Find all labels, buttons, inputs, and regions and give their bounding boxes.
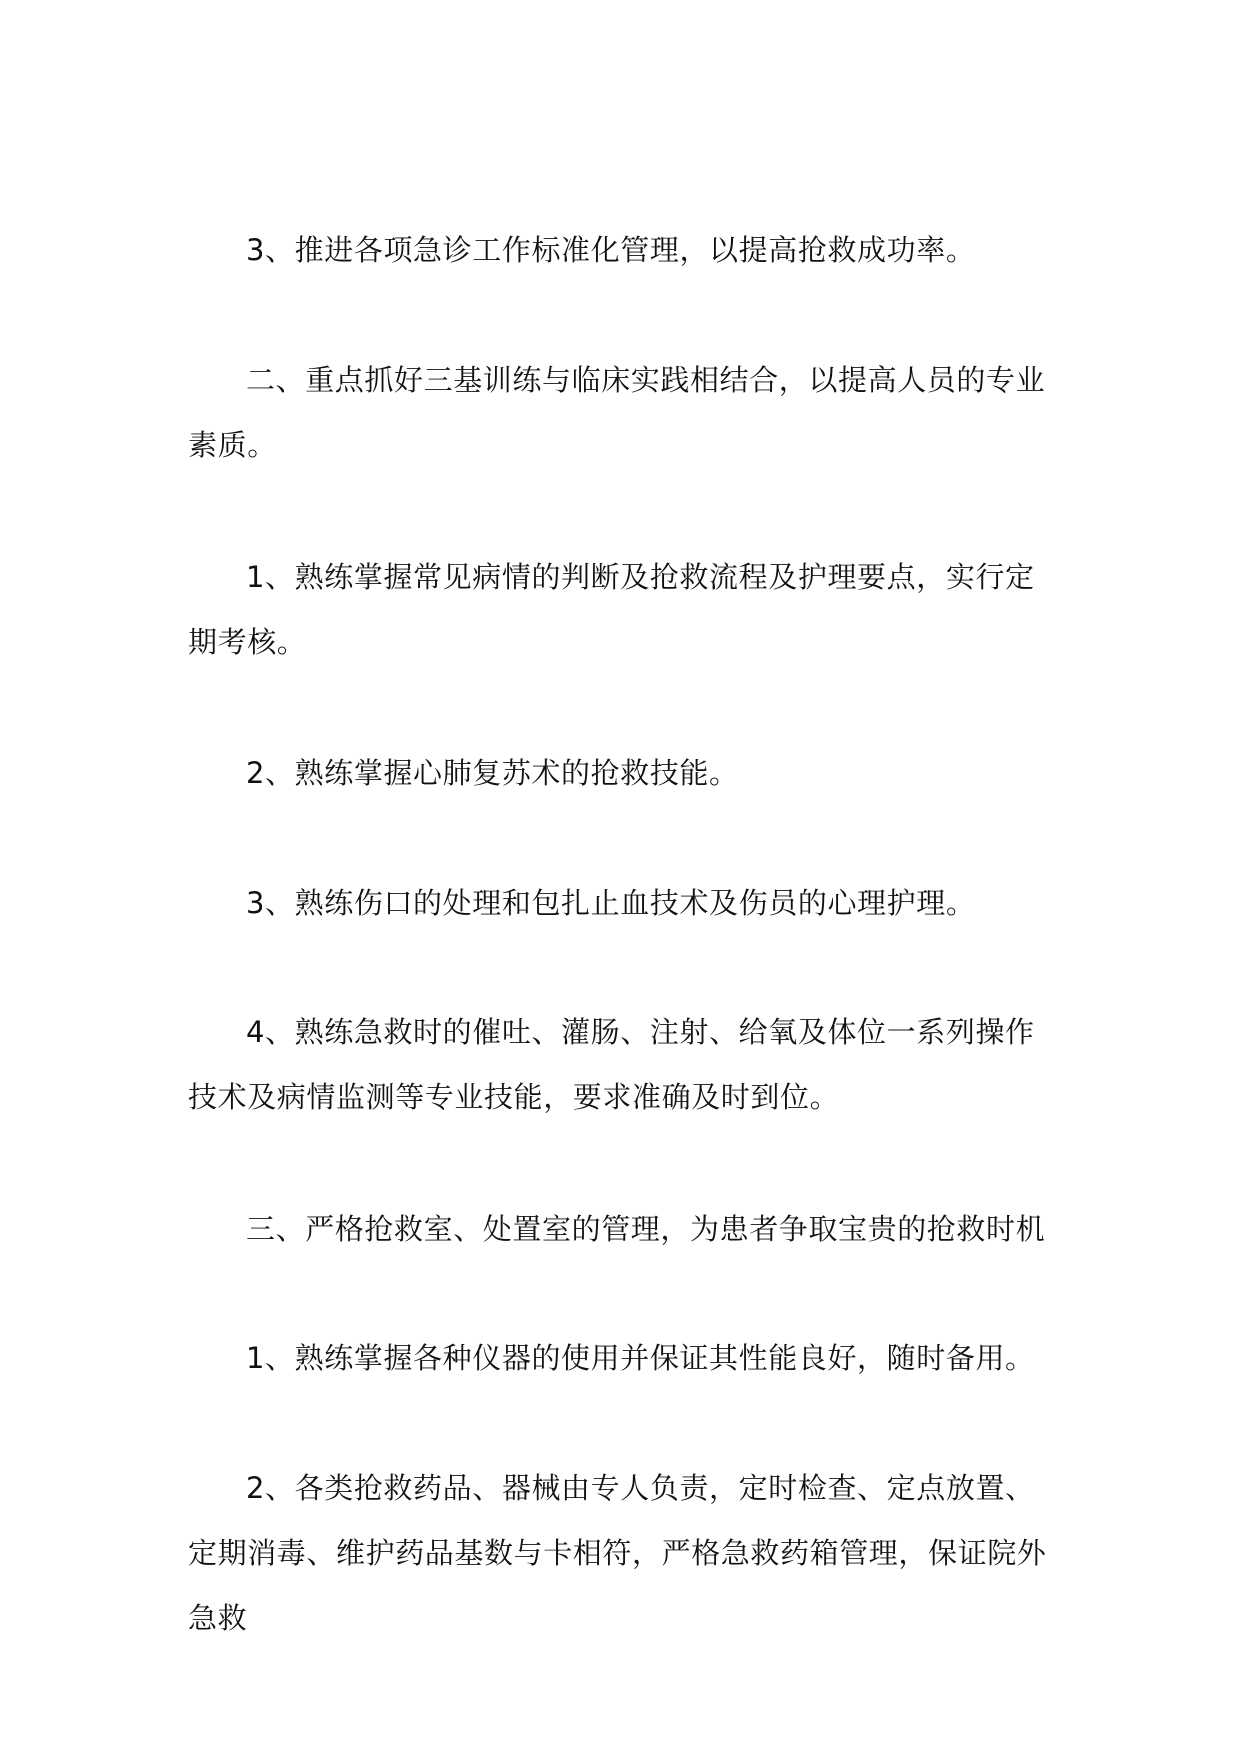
paragraph-item-4-procedures: 4、熟练急救时的催吐、灌肠、注射、给氧及体位一系列操作技术及病情监测等专业技能，要求准确及时到位。	[188, 1015, 1035, 1114]
paragraph-item-1-equipment: 1、熟练掌握各种仪器的使用并保证其性能良好，随时备用。	[246, 1341, 1035, 1375]
paragraph-item-3-standardization: 3、推进各项急诊工作标准化管理，以提高抢救成功率。	[246, 233, 976, 267]
paragraph-item-3-wound-care: 3、熟练伤口的处理和包扎止血技术及伤员的心理护理。	[246, 886, 976, 920]
section-heading-two: 二、重点抓好三基训练与临床实践相结合，以提高人员的专业素质。	[188, 363, 1046, 462]
paragraph-item-2-supplies: 2、各类抢救药品、器械由专人负责，定时检查、定点放置、定期消毒、维护药品基数与卡相符，严格急救药箱管理，保证院外急救	[188, 1471, 1047, 1635]
paragraph-item-2-cpr: 2、熟练掌握心肺复苏术的抢救技能。	[246, 756, 739, 790]
paragraph-item-1-assessment: 1、熟练掌握常见病情的判断及抢救流程及护理要点，实行定期考核。	[188, 560, 1035, 659]
section-heading-three: 三、严格抢救室、处置室的管理，为患者争取宝贵的抢救时机	[246, 1212, 1046, 1246]
